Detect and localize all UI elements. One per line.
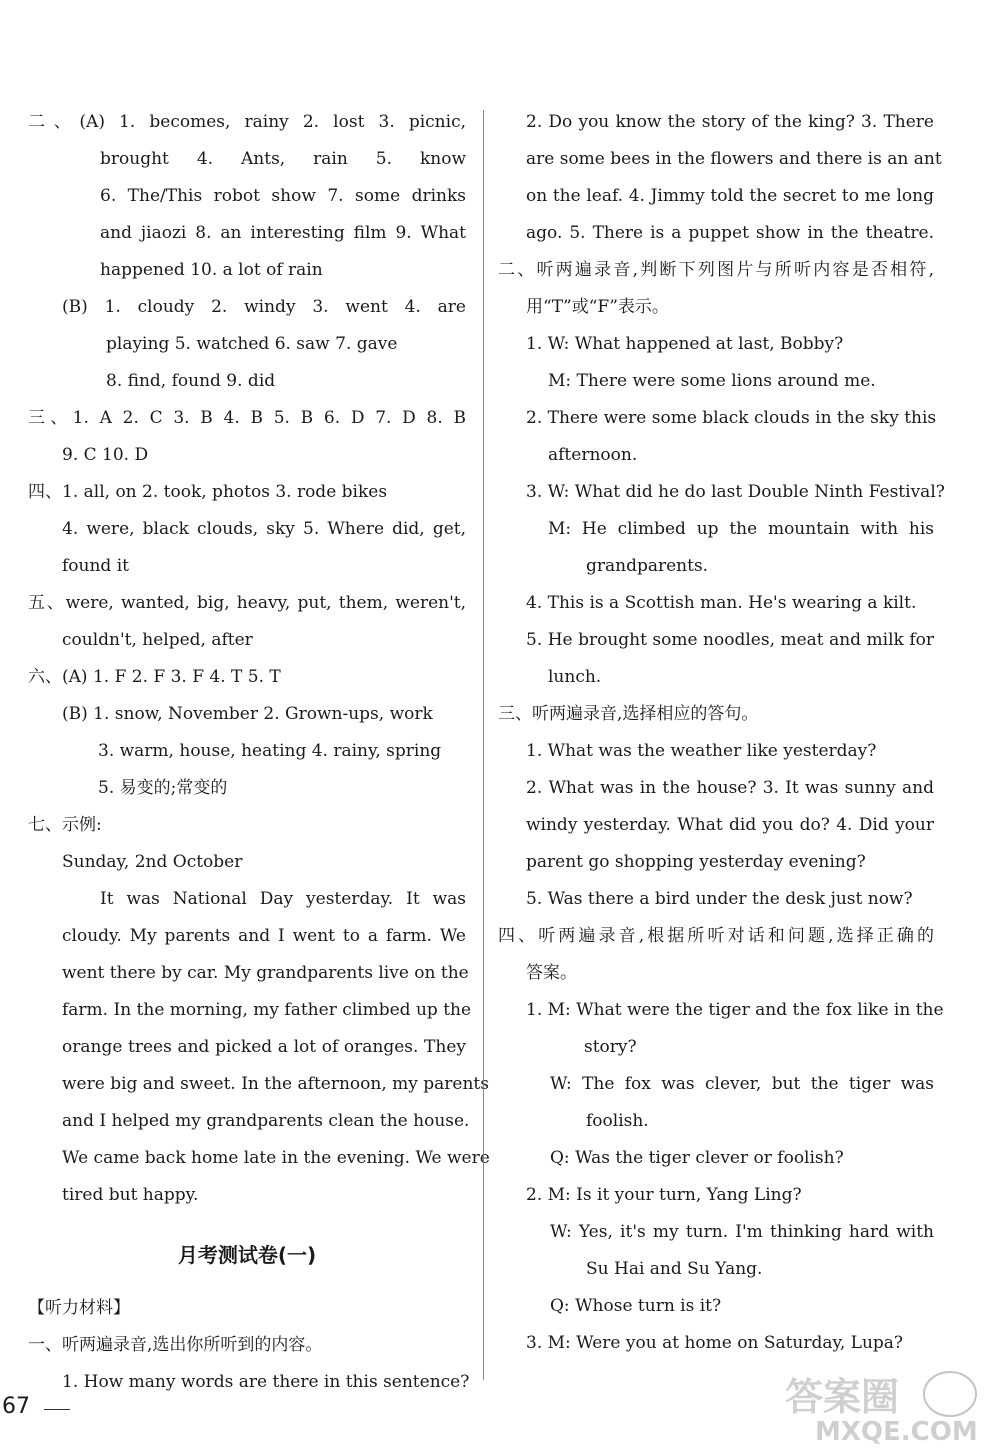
left-answer-lines [28, 104, 490, 1214]
text-line: ago. 5. There is a puppet show in the theatre. [526, 223, 934, 243]
text-line: 用“T”或“F”表示。 [526, 297, 669, 317]
text-line: 2. Do you know the story of the king? 3. There [526, 112, 934, 132]
text-line: 1. What was the weather like yesterday? [526, 741, 877, 761]
text-line: 三、听两遍录音,选择相应的答句。 [498, 704, 759, 724]
text-line: couldn't, helped, after [62, 630, 253, 650]
text-line: orange trees and picked a lot of oranges. They [62, 1037, 466, 1057]
text-line: 3. M: Were you at home on Saturday, Lupa? [526, 1333, 904, 1353]
text-line: went there by car. My grandparents live on the [62, 963, 469, 983]
column-divider [483, 110, 484, 1380]
text-line: story? [584, 1037, 637, 1057]
text-line: It was National Day yesterday. It was [100, 889, 466, 909]
text-line: We came back home late in the evening. We were [62, 1148, 490, 1168]
text-line: 三、1. A 2. C 3. B 4. B 5. B 6. D 7. D 8. B [28, 408, 466, 428]
text-line: were big and sweet. In the afternoon, my parents [62, 1074, 489, 1094]
text-line: playing 5. watched 6. saw 7. gave [106, 334, 398, 354]
text-line: Q: Was the tiger clever or foolish? [550, 1148, 844, 1168]
text-line: 【听力材料】 [28, 1298, 130, 1318]
text-line: 四、听两遍录音,根据所听对话和问题,选择正确的 [498, 926, 934, 946]
text-line: (B) 1. snow, November 2. Grown-ups, work [62, 704, 433, 724]
text-line: 四、1. all, on 2. took, photos 3. rode bikes [28, 482, 388, 502]
text-line: and I helped my grandparents clean the house. [62, 1111, 470, 1131]
text-line: 1. M: What were the tiger and the fox like in the [526, 1000, 944, 1020]
text-line: Sunday, 2nd October [62, 852, 243, 872]
text-line: 4. were, black clouds, sky 5. Where did, get, [62, 519, 466, 539]
text-line: 3. W: What did he do last Double Ninth Festival? [526, 482, 945, 502]
page-number-rule [44, 1409, 70, 1410]
text-line: grandparents. [586, 556, 709, 576]
text-line: are some bees in the flowers and there is an ant [526, 149, 942, 169]
text-line: farm. In the morning, my father climbed up the [62, 1000, 472, 1020]
text-line: 七、示例: [28, 815, 102, 835]
text-line: brought 4. Ants, rain 5. know [100, 149, 466, 169]
text-line: 3. warm, house, heating 4. rainy, spring [98, 741, 442, 761]
text-line: W: Yes, it's my turn. I'm thinking hard with [550, 1222, 934, 1242]
text-line: 2. What was in the house? 3. It was sunny and [526, 778, 934, 798]
text-line: 6. The/This robot show 7. some drinks [100, 186, 466, 206]
text-line: 8. find, found 9. did [106, 371, 276, 391]
text-line: afternoon. [548, 445, 638, 465]
text-line: 六、(A) 1. F 2. F 3. F 4. T 5. T [28, 667, 281, 687]
text-line: windy yesterday. What did you do? 4. Did your [526, 815, 934, 835]
text-line: 二、听两遍录音,判断下列图片与所听内容是否相符, [498, 260, 934, 280]
text-line: (B) 1. cloudy 2. windy 3. went 4. are [62, 297, 466, 317]
text-line: 5. 易变的;常变的 [98, 778, 228, 798]
left-column [28, 104, 490, 1401]
text-line: 一、听两遍录音,选出你所听到的内容。 [28, 1335, 323, 1355]
text-line: happened 10. a lot of rain [100, 260, 323, 280]
text-line: 2. M: Is it your turn, Yang Ling? [526, 1185, 802, 1205]
text-line: 2. There were some black clouds in the sky this [526, 408, 937, 428]
text-line: cloudy. My parents and I went to a farm. We [62, 926, 466, 946]
watermark-line1: 答案圈 [785, 1375, 900, 1419]
text-line: and jiaozi 8. an interesting film 9. What [100, 223, 466, 243]
text-line: Su Hai and Su Yang. [586, 1259, 763, 1279]
text-line: 1. How many words are there in this sentence? [62, 1372, 470, 1392]
text-line: 答案。 [526, 963, 577, 983]
text-line: M: There were some lions around me. [548, 371, 876, 391]
text-line: Q: Whose turn is it? [550, 1296, 722, 1316]
text-line: 5. Was there a bird under the desk just now? [526, 889, 913, 909]
text-line: on the leaf. 4. Jimmy told the secret to me long [526, 186, 934, 206]
text-line: 1. W: What happened at last, Bobby? [526, 334, 844, 354]
text-line: 五、were, wanted, big, heavy, put, them, weren't, [28, 593, 466, 613]
exam-title: 月考测试卷(一) [177, 1243, 317, 1267]
text-line: 二、(A) 1. becomes, rainy 2. lost 3. picnic, [28, 112, 466, 132]
text-line: parent go shopping yesterday evening? [526, 852, 866, 872]
text-line: W: The fox was clever, but the tiger was [550, 1074, 934, 1094]
text-line: 9. C 10. D [62, 445, 149, 465]
text-line: 5. He brought some noodles, meat and milk for [526, 630, 934, 650]
right-column [498, 104, 945, 1362]
watermark-line2: MXQE.COM [815, 1417, 978, 1446]
text-line: lunch. [548, 667, 602, 687]
listening-material-lines [28, 1290, 470, 1401]
text-line: foolish. [586, 1111, 649, 1131]
text-line: found it [62, 556, 129, 576]
text-line: 4. This is a Scottish man. He's wearing a kilt. [526, 593, 917, 613]
text-line: tired but happy. [62, 1185, 199, 1205]
right-transcript-lines [498, 104, 945, 1362]
page-number: 67 [2, 1394, 30, 1419]
text-line: M: He climbed up the mountain with his [548, 519, 934, 539]
watermark-logo [775, 1366, 995, 1446]
